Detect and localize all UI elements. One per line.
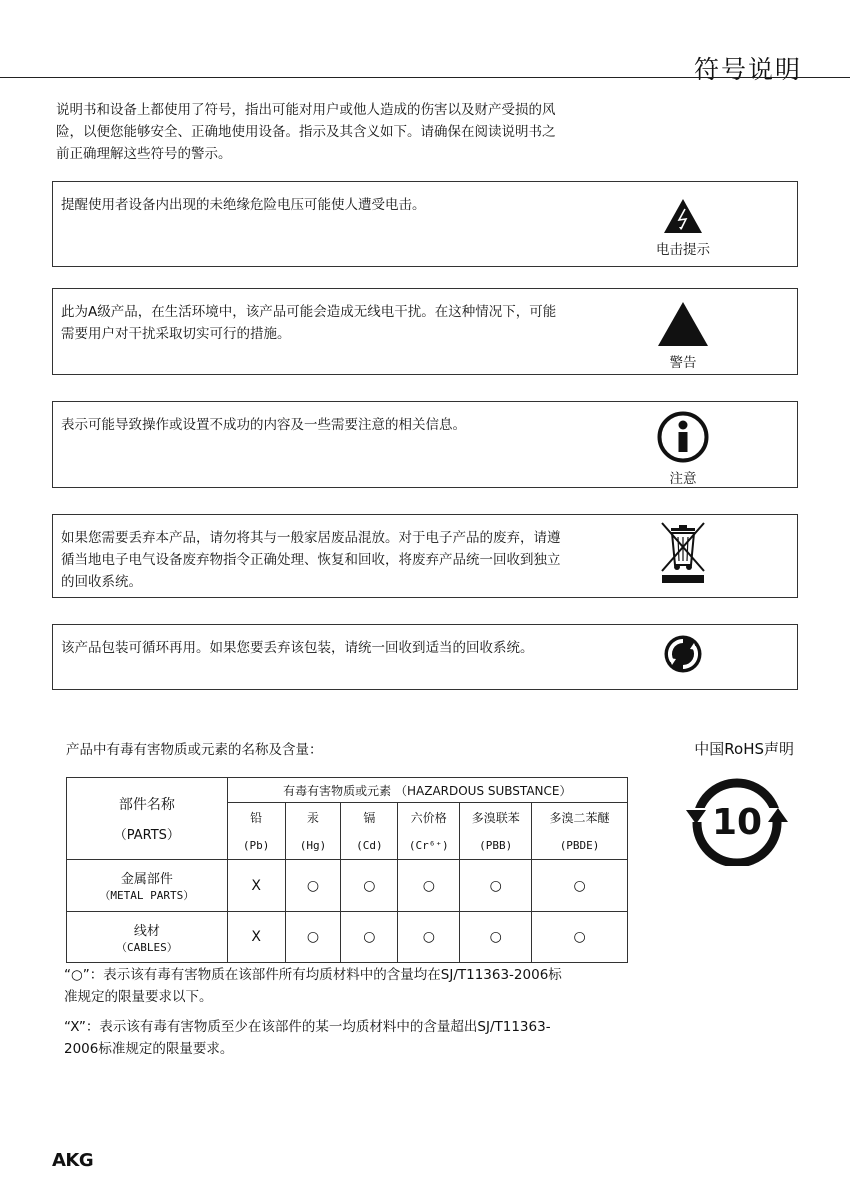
note-x-meaning: “X”：表示该有毒有害物质至少在该部件的某一均质材料中的含量超出SJ/T11363-2006标准规定的限量要求。 bbox=[64, 1019, 551, 1057]
content-mark: ○ bbox=[532, 860, 628, 912]
substance-en: (Hg) bbox=[285, 832, 341, 860]
hazardous-substance-table bbox=[66, 777, 628, 963]
symbol-icon-group bbox=[649, 198, 717, 258]
symbol-description: 如果您需要丢弃本产品，请勿将其与一般家居废品混放。对于电子产品的废弃，请遵循当地电子电气设备废弃物指令正确处理、恢复和回收，将废弃产品统一回收到独立的回收系统。 bbox=[61, 530, 561, 590]
symbol-box-weee bbox=[52, 514, 798, 598]
content-mark: ○ bbox=[460, 860, 532, 912]
part-header-cell bbox=[67, 778, 228, 860]
rohs-intro: 产品中有毒有害物质或元素的名称及含量： bbox=[66, 742, 323, 758]
symbol-description: 提醒使用者设备内出现的未绝缘危险电压可能使人遭受电击。 bbox=[61, 197, 426, 213]
rohs-logo-number: 10 bbox=[711, 802, 763, 843]
part-name-cell bbox=[67, 860, 228, 912]
substance-cn: 汞 bbox=[285, 803, 341, 832]
intro-paragraph: 说明书和设备上都使用了符号，指出可能对用户或他人造成的伤害以及财产受损的风险，以便您能够安全、正确地使用设备。指示及其含义如下。请确保在阅读说明书之前正确理解这些符号的警示。 bbox=[56, 102, 556, 162]
symbol-label: 电击提示 bbox=[656, 242, 710, 258]
substance-en: (Pb) bbox=[227, 832, 285, 860]
part-name-cn: 金属部件 bbox=[120, 872, 173, 887]
symbol-box-recycle bbox=[52, 624, 798, 690]
table-row bbox=[67, 860, 628, 912]
content-mark: X bbox=[227, 912, 285, 963]
symbol-icon-group bbox=[649, 634, 717, 674]
part-header-en: （PARTS） bbox=[113, 828, 180, 843]
content-mark: ○ bbox=[285, 912, 341, 963]
recycle-green-dot-icon bbox=[663, 634, 703, 674]
content-mark: ○ bbox=[341, 860, 398, 912]
substance-cn: 多溴联苯 bbox=[460, 803, 532, 832]
content-mark: ○ bbox=[285, 860, 341, 912]
rohs-heading: 中国RoHS声明 bbox=[694, 740, 794, 758]
weee-crossed-bin-icon bbox=[658, 521, 708, 583]
symbol-box-electric-shock bbox=[52, 181, 798, 267]
symbol-box-attention bbox=[52, 401, 798, 488]
note-circle-meaning: “○”：表示该有毒有害物质在该部件所有均质材料中的含量均在SJ/T11363-2006标准规定的限量要求以下。 bbox=[64, 967, 562, 1005]
content-mark: ○ bbox=[460, 912, 532, 963]
symbol-icon-group bbox=[649, 301, 717, 371]
substance-cn: 镉 bbox=[341, 803, 398, 832]
table-row bbox=[67, 912, 628, 963]
content-mark: ○ bbox=[532, 912, 628, 963]
symbol-box-warning bbox=[52, 288, 798, 375]
warning-triangle-icon bbox=[657, 301, 709, 347]
info-icon bbox=[657, 411, 709, 463]
page-title: 符号说明 bbox=[693, 55, 802, 84]
header-rule bbox=[0, 77, 850, 78]
electric-shock-warning-icon bbox=[663, 198, 703, 234]
substance-en: (Cd) bbox=[341, 832, 398, 860]
substance-cn: 铅 bbox=[227, 803, 285, 832]
content-mark: ○ bbox=[341, 912, 398, 963]
symbol-description: 此为A级产品，在生活环境中，该产品可能会造成无线电干扰。在这种情况下，可能需要用户对干扰采取切实可行的措施。 bbox=[61, 304, 557, 342]
symbol-description: 该产品包装可循环再用。如果您要丢弃该包装，请统一回收到适当的回收系统。 bbox=[61, 640, 534, 656]
substance-header: 有毒有害物质或元素 （HAZARDOUS SUBSTANCE） bbox=[227, 778, 627, 803]
symbol-label: 注意 bbox=[669, 471, 697, 487]
content-mark: ○ bbox=[398, 860, 460, 912]
symbol-icon-group bbox=[649, 521, 717, 587]
symbol-label: 警告 bbox=[669, 355, 697, 371]
content-mark: X bbox=[227, 860, 285, 912]
substance-cn: 六价格 bbox=[398, 803, 460, 832]
substance-en: (Cr⁶⁺) bbox=[398, 832, 460, 860]
part-header-cn: 部件名称 bbox=[118, 797, 175, 813]
symbol-description: 表示可能导致操作或设置不成功的内容及一些需要注意的相关信息。 bbox=[61, 417, 466, 433]
rohs-10-year-icon bbox=[684, 770, 790, 866]
brand-logo: AKG bbox=[52, 1150, 94, 1171]
part-name-en: （CABLES） bbox=[115, 940, 178, 954]
part-name-cell bbox=[67, 912, 228, 963]
part-name-cn: 线材 bbox=[133, 923, 160, 939]
substance-en: (PBDE) bbox=[532, 832, 628, 860]
content-mark: ○ bbox=[398, 912, 460, 963]
part-name-en: （METAL PARTS） bbox=[99, 889, 195, 902]
symbol-icon-group bbox=[649, 411, 717, 487]
substance-en: (PBB) bbox=[460, 832, 532, 860]
rohs-logo bbox=[684, 770, 790, 870]
substance-cn: 多溴二苯醚 bbox=[532, 803, 628, 832]
